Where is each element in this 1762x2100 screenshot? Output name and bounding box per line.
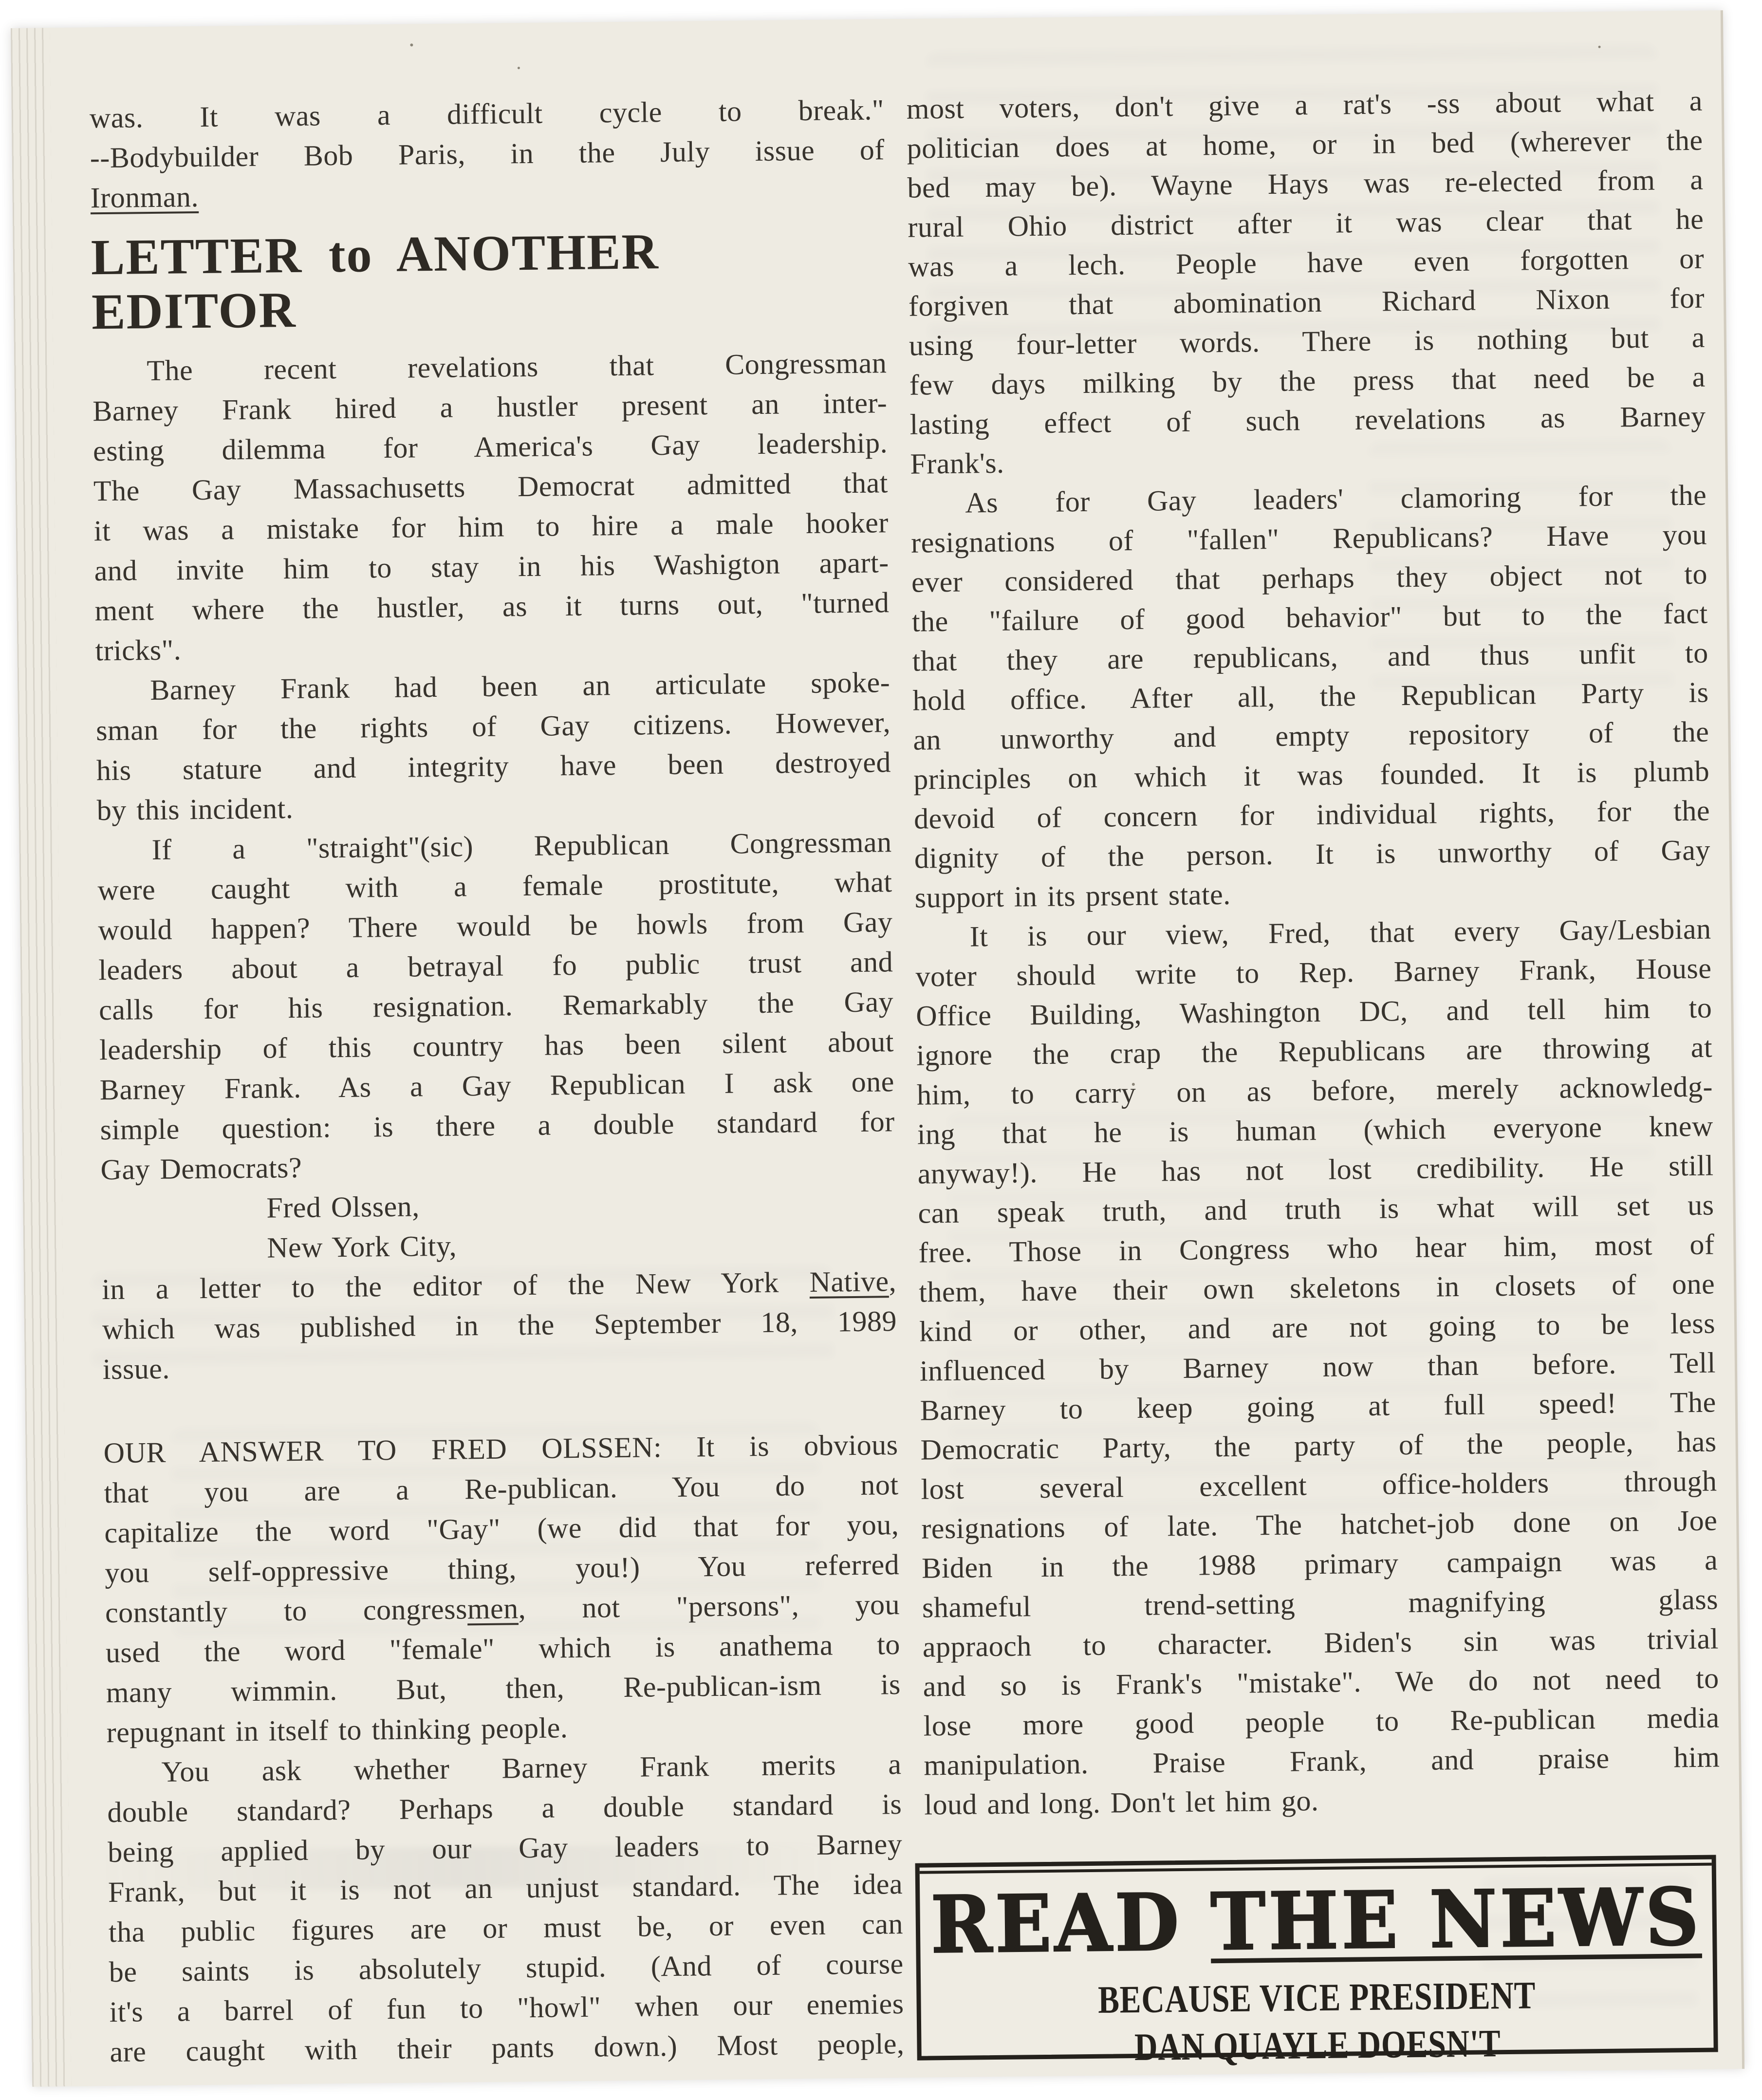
text-line: Barney Frank had been an articulate spoke- (149, 666, 890, 706)
text-line: As for Gay leaders' clamoring for the (964, 479, 1707, 519)
text-line: shameful trend-setting magnifying glass (922, 1583, 1719, 1624)
signature-line: Fred Olssen, (266, 1190, 420, 1224)
text-line: and invite him to stay in his Washigton apart- (94, 546, 889, 587)
text-line: devoid of concern for individual rights, for the (913, 794, 1710, 835)
text-line: it was a mistake for him to hire a male hooker (93, 506, 889, 547)
text-line: anyway!). He has not lost credibility. He still (917, 1149, 1714, 1190)
text-line: few days milking by the press that need be a (909, 360, 1706, 401)
text-line: sman for the rights of Gay citizens. However, (95, 706, 891, 747)
attribution-paragraph (102, 1261, 897, 1389)
text-line: and so is Frank's "mistake". We do not need to (923, 1662, 1720, 1703)
paragraph (107, 1744, 905, 2072)
text-line: most voters, don't give a rat's -ss about what a (906, 84, 1703, 125)
native-citation: Native (809, 1265, 889, 1298)
paragraph (906, 81, 1706, 484)
text-line: by this incident. (96, 792, 294, 827)
text-line: resignations of "fallen" Republicans? Have you (910, 518, 1707, 559)
text-line: rural Ohio district after it was clear that he (908, 203, 1704, 243)
paragraph-lines (915, 910, 1720, 1825)
page (11, 10, 1744, 2087)
answer-paragraph (103, 1425, 901, 1752)
text-line: forgiven that abomination Richard Nixon for (908, 281, 1705, 322)
text-line: Gay Democrats? (100, 1151, 302, 1186)
text-line: the "failure of good behavior" but to the fact (911, 597, 1708, 638)
ad-subline-2-text: DAN QUAYLE DOESN'T (1134, 2022, 1501, 2069)
intro-quote-paragraph (90, 90, 885, 218)
left-column (90, 90, 905, 2072)
text-line: capitalize the word "Gay" (we did that for you, (104, 1508, 899, 1549)
text-line: that you are a Re-publican. You do not (104, 1468, 899, 1509)
text-line: it's a barrel of fun to "howl" when our enemies (109, 1988, 904, 2028)
text-line: his stature and integrity have been destroyed (96, 746, 891, 787)
text-line: Office Building, Washington DC, and tell him to (915, 991, 1712, 1032)
text-line: principles on which it was founded. It is plumb (913, 755, 1710, 796)
paragraph (97, 822, 895, 1189)
paper-speckle (1598, 46, 1601, 48)
paragraph-lines (97, 822, 895, 1189)
text-line: lasting effect of such revelations as Barney (909, 400, 1706, 441)
text-line: was. It was a difficult cycle to break." (89, 93, 885, 134)
text-line: hold office. After all, the Republican Party is (912, 676, 1709, 717)
text-line: him, to carry on as before, merely acknowledg- (916, 1070, 1713, 1111)
paragraph (92, 343, 890, 670)
ad-subline-1-text: BECAUSE VICE PRESIDENT (1098, 1974, 1536, 2022)
text-line: support in its prsent state. (914, 878, 1231, 914)
text-line: politician does at home, or in bed (wherever the (907, 124, 1703, 165)
right-column (906, 81, 1720, 1825)
ad-subline-2 (921, 2018, 1714, 2074)
ad-title-the-news: THE NEWS (1210, 1870, 1703, 1968)
text-line: appraoch to character. Biden's sin was trivial (922, 1622, 1719, 1663)
text-line: using four-letter words. There is nothing but a (909, 321, 1706, 362)
text-line: Frank's. (910, 446, 1004, 480)
text-line: repugnant in itself to thinking people. (106, 1711, 568, 1749)
text-line: esting dilemma for America's Gay leadership. (93, 427, 888, 467)
text-line: ment where the hustler, as it turns out, "turned (94, 586, 890, 627)
text-line: The Gay Massachusetts Democrat admitted that (93, 466, 889, 507)
text-line: Barney Frank hired a hustler present an inter- (92, 387, 888, 427)
text-line: If a "straight"(sic) Republican Congressman (151, 826, 892, 866)
text-line: resignations of late. The hatchet-job done on Joe (921, 1504, 1718, 1545)
text-line: leadership of this country has been silent about (99, 1025, 894, 1066)
paper-speckle (518, 67, 520, 69)
paragraph-lines (95, 662, 891, 830)
text-line: used the word "female" which is anathema to (105, 1628, 901, 1669)
page-crease (11, 28, 71, 2087)
text-run: constantly to congress (105, 1593, 468, 1629)
text-line: free. Those in Congress who hear him, most of (918, 1228, 1715, 1269)
text-line: would happen? There would be howls from Gay (98, 906, 893, 947)
text-line: tricks". (95, 633, 182, 667)
text-line: lose more good people to Re-publican media (923, 1701, 1720, 1742)
text-line: double standard? Perhaps a double standard is (107, 1788, 902, 1829)
text-line: dignity of the person. It is unworthy of Gay (914, 834, 1711, 874)
text-line: many wimmin. But, then, Re-publican-ism is (106, 1668, 901, 1709)
paragraph (910, 476, 1711, 918)
text-line: Barney Frank. As a Gay Republican I ask one (99, 1065, 895, 1106)
paragraph-lines (92, 343, 890, 670)
ad-title (920, 1870, 1713, 1971)
text-line: tha public figures are or must be, or even can (108, 1908, 904, 1949)
underlined-men: men (467, 1592, 519, 1625)
text-line: were caught with a female prostitute, what (97, 866, 892, 907)
text-run: in a letter to the editor of the New York (101, 1265, 810, 1306)
text-line: kind or other, and are not going to be less (919, 1307, 1716, 1348)
text-line: an unworthy and empty repository of the (913, 715, 1709, 756)
text-line: manipulation. Praise Frank, and praise him (924, 1741, 1720, 1782)
attribution-line: which was published in the September 18, 1989 (102, 1305, 897, 1346)
text-line: You ask whether Barney Frank merits a (161, 1748, 902, 1788)
text-line: loud and long. Don't let him go. (924, 1784, 1319, 1821)
text-line: --Bodybuilder Bob Paris, in the July issue of (90, 133, 885, 174)
text-line: It is our view, Fred, that every Gay/Lesbian (969, 912, 1711, 953)
signature-line: New York City, (266, 1229, 457, 1264)
text-run: , (889, 1265, 897, 1298)
text-line: calls for his resignation. Remarkably the Gay (98, 985, 894, 1026)
paper-speckle (410, 43, 413, 46)
text-line: bed may be). Wayne Hays was re-elected from a (907, 163, 1704, 204)
attribution-line: issue. (102, 1352, 170, 1386)
text-line: them, have their own skeletons in closets of one (918, 1267, 1715, 1308)
text-line: ever considered that perhaps they object not to (911, 558, 1708, 598)
text-line: ignore the crap the Republicans are throwing at (916, 1031, 1713, 1072)
signature-block (101, 1181, 896, 1269)
text-line: are caught with their pants down.) Most people, (110, 2027, 905, 2068)
text-line: Democratic Party, the party of the people, has (920, 1425, 1717, 1466)
text-line: influenced by Barney now than before. Tell (919, 1346, 1716, 1387)
text-line: Frank, but it is not an unjust standard. The idea (108, 1868, 903, 1909)
text-line: OUR ANSWER TO FRED OLSSEN: It is obvious (103, 1429, 898, 1469)
paragraph-lines (906, 81, 1706, 484)
text-line: being applied by our Gay leaders to Barney (107, 1828, 903, 1869)
ad-title-read: READ (930, 1876, 1211, 1971)
text-line: lost several excellent office-holders through (921, 1465, 1717, 1505)
read-the-news-ad-box (915, 1855, 1718, 2069)
ad-subline-1 (921, 1970, 1713, 2026)
text-line: be saints is absolutely stupid. (And of course (109, 1948, 904, 1988)
paragraph (915, 910, 1720, 1825)
text-line (90, 169, 885, 218)
text-line: ing that he is human (which everyone knew (917, 1110, 1714, 1151)
paragraph (95, 662, 891, 830)
text-line: simple question: is there a double standard for (100, 1105, 895, 1146)
text-line: Biden in the 1988 primary campaign was a (921, 1543, 1718, 1584)
ironman-citation: Ironman. (90, 180, 199, 214)
text-line: Barney to keep going at full speed! The (920, 1386, 1717, 1427)
text-line: The recent revelations that Congressman (147, 347, 887, 387)
text-run: , not "persons", you (518, 1588, 900, 1625)
paragraph-lines (106, 1624, 901, 1752)
paragraph-lines (90, 90, 885, 178)
text-line: you self-oppressive thing, you!) You referred (104, 1548, 900, 1589)
article-headline: LETTER to ANOTHER EDITOR (91, 223, 660, 340)
signature-lines (101, 1181, 896, 1269)
text-line: was a lech. People have even forgotten or (908, 242, 1705, 283)
text-line: voter should write to Rep. Barney Frank, House (915, 952, 1712, 993)
text-line: that they are republicans, and thus unfit to (912, 636, 1708, 677)
paragraph-lines (107, 1744, 905, 2072)
text-line: leaders about a betrayal fo public trust and (98, 946, 893, 986)
paragraph-lines (103, 1425, 899, 1593)
text-line: can speak truth, and truth is what will set us (918, 1189, 1714, 1229)
paragraph-lines (910, 476, 1711, 918)
